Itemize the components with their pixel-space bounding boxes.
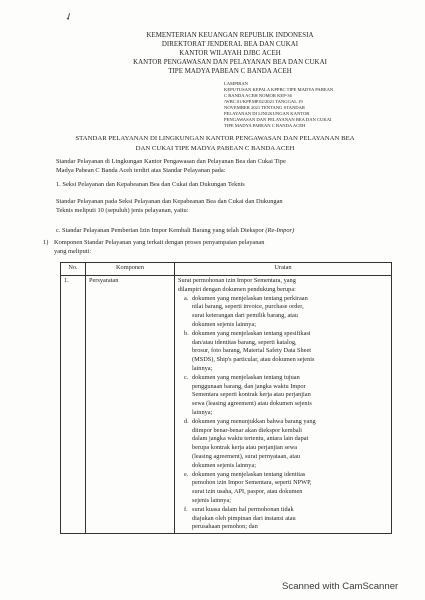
document-title <box>30 134 400 153</box>
column-header-no: No. <box>61 263 86 276</box>
list-item-line: sewa (leasing agreement) atau dokumen sejenis <box>192 400 312 408</box>
lampiran-line: PELAYANAN DI LINGKUNGAN KANTOR <box>224 111 310 117</box>
list-item-label: c. <box>184 373 189 381</box>
list-item-line: (MSDS), Ship's particular, atau dokumen sejenis <box>192 356 315 364</box>
service-heading-italic: (Re-Impor) <box>265 227 295 234</box>
list-item <box>184 506 388 532</box>
lampiran-line: TIPE MADYA PABEAN C BANDA ACEH <box>224 123 306 129</box>
section-description-line: Teknis meliputi 10 (sepuluh) jenis pelayanan, yaitu: <box>56 206 189 214</box>
component-intro <box>43 239 264 256</box>
letterhead-line: KEMENTERIAN KEUANGAN REPUBLIK INDONESIA <box>146 32 314 39</box>
list-item-line: dokumen yang menjelaskan tentang perkiraan <box>192 294 308 302</box>
list-item-line: diimpor benar-benar akan diekspor kembali <box>192 426 303 434</box>
list-item-line: diajukan oleh pimpinan dari instansi atau <box>192 514 296 522</box>
list-item-line: surat kuasa dalam hal permohonan tidak <box>192 505 294 513</box>
list-item-line: berupa kontrak kerja atau perjanjian sewa <box>192 444 298 452</box>
list-item-line: (leasing agreement), surat pernyataan, atau <box>192 452 301 460</box>
list-item-label: d. <box>184 417 189 425</box>
list-item-label: e. <box>184 470 189 478</box>
letterhead-line: TIPE MADYA PABEAN C BANDA ACEH <box>168 68 292 76</box>
list-item-line: sejenis lainnya; <box>192 496 231 504</box>
table-row <box>61 276 392 534</box>
list-item <box>184 295 388 330</box>
list-item-line: lainnya; <box>192 408 213 416</box>
list-item-label: f. <box>184 505 188 513</box>
list-item <box>184 374 388 418</box>
scanner-watermark: Scanned with CamScanner <box>282 581 399 592</box>
list-item-line: surat izin usaha, API, paspor, atau dokumen <box>192 488 303 496</box>
list-item-line: penggunaan barang, dan jangka waktu Impor <box>192 382 306 390</box>
row-number: 1. <box>61 276 86 534</box>
requirement-intro: Surat permohonan izin Impor Sementara, yang <box>178 277 296 284</box>
component-intro-line: yang meliputi: <box>54 247 92 255</box>
list-item-line: nilai barang, seperti invoice, purchase order, <box>192 303 304 311</box>
lampiran-line: KEPUTUSAN KEPALA KPPBC TIPE MADYA PABEAN <box>224 87 334 93</box>
list-item-line: pemohon izin Impor Sementara, seperti NPWP, <box>192 479 312 487</box>
list-item-line: dokumen yang menjelaskan tentang spesifikasi <box>192 329 311 337</box>
intro-line: Madya Pabean C Banda Aceh terdiri atas Standar Pelayanan pada: <box>56 166 226 174</box>
lampiran-line: PENGAWASAN DAN PELAYANAN BEA DAN CUKAI <box>224 117 332 123</box>
column-header-komponen: Komponen <box>86 263 175 276</box>
title-line: DAN CUKAI TIPE MADYA PABEAN C BANDA ACEH <box>135 144 295 152</box>
lampiran-line: NOVEMBER 2021 TENTANG STANDAR <box>224 105 305 111</box>
list-item-line: dokumen yang menunjukkan bahwa barang yang <box>192 417 316 425</box>
list-item-line: dan/atau identitas barang, seperti katalog, <box>192 338 297 346</box>
list-item-line: surat keterangan dari pemilik barang, atau <box>192 312 298 320</box>
list-item-line: dokumen sejenis lainnya; <box>192 461 257 469</box>
letterhead-line: KANTOR WILAYAH DJBC ACEH <box>179 50 281 58</box>
list-item-line: perusahaan pemohon; dan <box>192 523 258 531</box>
title-line: STANDAR PELAYANAN DI LINGKUNGAN KANTOR PENGAWASAN DAN PELAYANAN BEA <box>75 135 355 142</box>
letterhead <box>80 31 380 76</box>
list-item-line: Sementara seperti kontrak kerja atau perjanjian <box>192 391 311 399</box>
list-item-line: dokumen yang menjelaskan tentang identitas <box>192 470 306 478</box>
row-komponen: Persyaratan <box>86 276 175 534</box>
table-header-row <box>61 263 392 276</box>
list-item <box>184 418 388 471</box>
lampiran-line: C BANDA ACEH NOMOR KEP-36 <box>224 93 292 99</box>
list-item <box>184 330 388 374</box>
list-item-line: brosur, foto barang, Material Safety Data Sheet <box>192 347 311 355</box>
section-description-line: Standar Pelayanan pada Seksi Pelayanan dan Kepabeanan Bea dan Cukai dan Dukungan <box>56 198 283 205</box>
check-mark: ✓ <box>63 10 76 25</box>
list-item-line: lainnya; <box>192 364 213 372</box>
requirement-intro: dilampiri dengan dokumen pendukung berupa: <box>178 285 296 293</box>
column-header-uraian: Uraian <box>175 263 392 276</box>
list-item-line: dalam jangka waktu tertentu, antara lain dapat <box>192 435 309 443</box>
list-item-line: dokumen sejenis lainnya; <box>192 320 257 328</box>
section-heading: 1. Seksi Pelayanan dan Kepabeanan Bea dan Cukai dan Dukungan Teknis <box>56 181 245 188</box>
list-item-label: b. <box>184 329 189 337</box>
service-heading-text: c. Standar Pelayanan Pemberian Izin Impor Kembali Barang yang telah Diekspor <box>56 227 266 234</box>
letterhead-line: KANTOR PENGAWASAN DAN PELAYANAN BEA DAN CUKAI <box>133 59 327 67</box>
intro-paragraph <box>56 158 286 175</box>
list-item <box>184 471 388 506</box>
requirement-list <box>178 295 388 533</box>
standards-table <box>60 262 392 534</box>
lampiran-block <box>224 81 376 129</box>
row-uraian <box>175 276 392 534</box>
letterhead-line: DIREKTORAT JENDERAL BEA DAN CUKAI <box>161 41 299 49</box>
lampiran-line: LAMPIRAN <box>224 81 248 86</box>
intro-line: Standar Pelayanan di Lingkungan Kantor Pengawasan dan Pelayanan Bea dan Cukai Tipe <box>56 158 286 165</box>
list-item-label: a. <box>184 294 189 302</box>
list-item-line: dokumen yang menjelaskan tentang tujuan <box>192 373 300 381</box>
component-number: 1) <box>43 239 49 246</box>
component-intro-line: Komponen Standar Pelayanan yang terkait dengan proses penyampaian pelayanan <box>54 239 265 246</box>
lampiran-line: /WBC.01/KPP.MP.02/2021 TANGGAL 19 <box>224 99 303 105</box>
section-description <box>56 198 283 215</box>
service-heading <box>56 227 294 236</box>
